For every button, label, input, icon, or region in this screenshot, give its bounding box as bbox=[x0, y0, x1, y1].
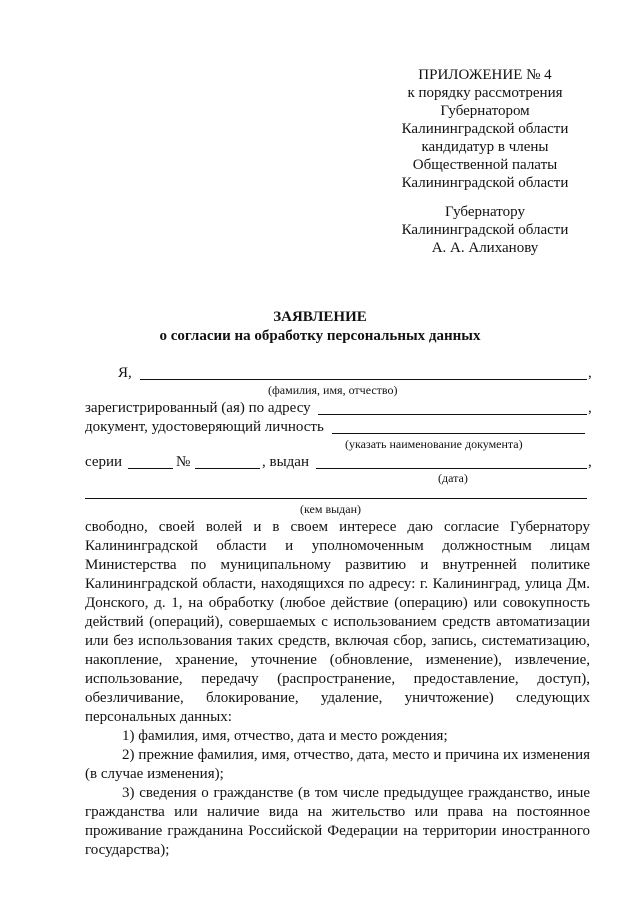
number-field[interactable] bbox=[195, 468, 260, 469]
appendix-line: Калининградской области bbox=[401, 175, 569, 191]
comma: , bbox=[588, 400, 592, 416]
consent-paragraph: свободно, своей волей и в своем интересе даю согласие Губернатору Калининградской области и уполномоченным должностным лицам Министерства по муниципальному развитию и внутренней политике Калининградской области, находящихся по адресу: г. Калининград, улица Дм. Донского, д. 1, на обработку (любое действие (операцию) или совокупность действий (операций), совершаемых с использованием средств автоматизации или без использования таких средств, включая сбор, запись, систематизацию, накопление, хранение, уточнение (обновление, изменение), извлечение, использование, передачу (распространение, предоставление, доступ), обезличивание, блокирование, удаление, уничтожение) следующих персональных данных: bbox=[85, 519, 590, 725]
ya-label: Я, bbox=[118, 365, 132, 381]
address-label: зарегистрированный (ая) по адресу bbox=[85, 400, 311, 416]
appendix-line: к порядку рассмотрения bbox=[407, 85, 563, 101]
appendix-line: Губернатором bbox=[440, 103, 530, 119]
data-item: 1) фамилия, имя, отчество, дата и место рождения; bbox=[122, 728, 448, 744]
issuer-field[interactable] bbox=[85, 498, 587, 499]
series-field[interactable] bbox=[128, 468, 173, 469]
series-label: серии bbox=[85, 454, 123, 470]
document-field[interactable] bbox=[332, 433, 585, 434]
fio-caption: (фамилия, имя, отчество) bbox=[268, 383, 398, 397]
addressee-line: Губернатору bbox=[445, 204, 525, 220]
issuer-caption: (кем выдан) bbox=[300, 502, 362, 516]
consent-body bbox=[85, 518, 590, 860]
data-item: 3) сведения о гражданстве (в том числе предыдущее гражданство, иные гражданства или наличие вида на жительство или права на постоянное проживание гражданина Российской Федерации на территории иностранного государства); bbox=[85, 785, 590, 858]
address-field[interactable] bbox=[318, 414, 587, 415]
document-title: ЗАЯВЛЕНИЕ bbox=[273, 309, 367, 325]
issued-date-field[interactable] bbox=[316, 468, 587, 469]
addressee-line: А. А. Алиханову bbox=[431, 240, 539, 256]
addressee-block bbox=[380, 203, 590, 257]
issued-label: , выдан bbox=[262, 454, 309, 470]
comma: , bbox=[588, 454, 592, 470]
document-caption: (указать наименование документа) bbox=[345, 437, 523, 451]
appendix-line: кандидатур в члены bbox=[421, 139, 549, 155]
fio-field[interactable] bbox=[140, 379, 587, 380]
appendix-header bbox=[380, 66, 590, 192]
document-label: документ, удостоверяющий личность bbox=[85, 419, 324, 435]
appendix-line: Калининградской области bbox=[401, 121, 569, 137]
document-subtitle: о согласии на обработку персональных данных bbox=[159, 328, 481, 344]
date-caption: (дата) bbox=[438, 471, 468, 485]
appendix-line: ПРИЛОЖЕНИЕ № 4 bbox=[418, 67, 552, 83]
appendix-line: Общественной палаты bbox=[412, 157, 558, 173]
number-label: № bbox=[176, 454, 191, 470]
addressee-line: Калининградской области bbox=[401, 222, 569, 238]
data-item: 2) прежние фамилия, имя, отчество, дата, место и причина их изменения (в случае изменения); bbox=[85, 747, 590, 782]
comma: , bbox=[588, 365, 592, 381]
